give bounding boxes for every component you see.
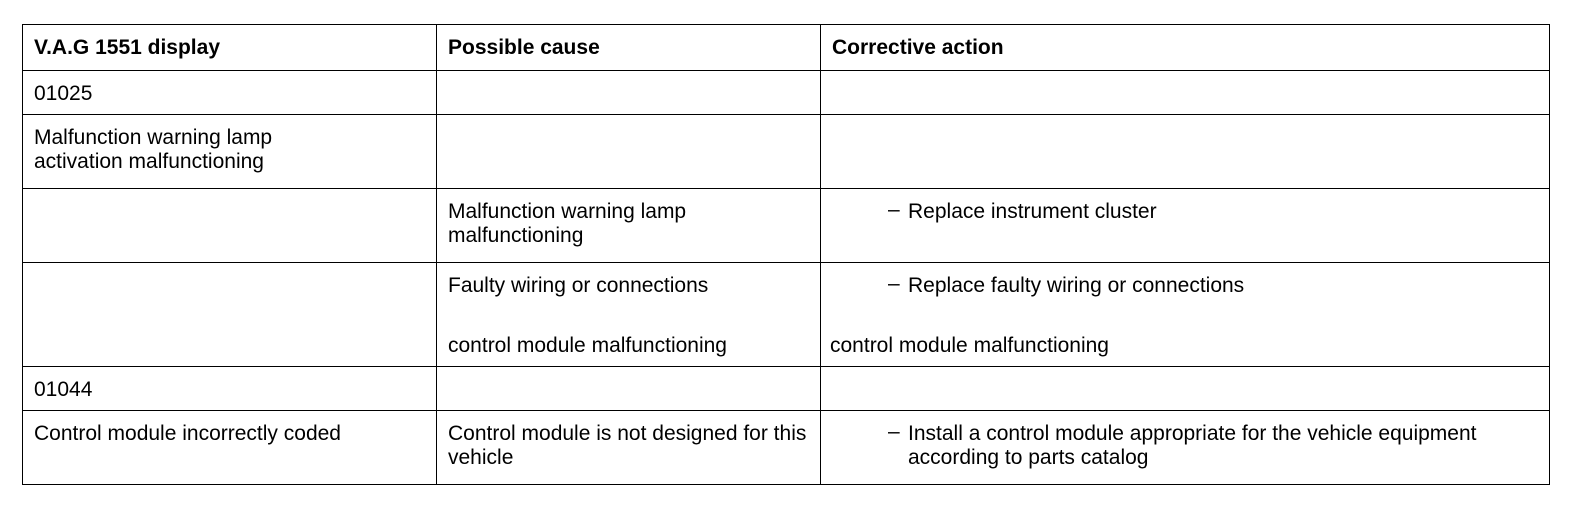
fault-description: Control module incorrectly coded — [23, 411, 437, 485]
action-item — [832, 200, 1537, 224]
cause-text-secondary: control module malfunctioning — [448, 334, 727, 357]
cause-text: Control module is not designed for this vehicle — [448, 422, 807, 469]
table-row — [23, 71, 1550, 115]
header-action: Corrective action — [821, 25, 1550, 71]
cause-text: Faulty wiring or connections — [448, 274, 709, 297]
action-cell — [821, 367, 1550, 411]
header-cause: Possible cause — [437, 25, 821, 71]
fault-description — [23, 115, 437, 189]
action-cell — [821, 411, 1550, 485]
cause-cell — [437, 115, 821, 189]
cause-cell — [437, 367, 821, 411]
dash-bullet: – — [888, 420, 900, 443]
action-cell — [821, 263, 1550, 367]
dash-bullet: – — [888, 272, 900, 295]
dash-bullet: – — [888, 198, 900, 221]
cause-cell — [437, 411, 821, 485]
fault-code: 01025 — [23, 71, 437, 115]
action-text: Replace instrument cluster — [908, 200, 1157, 223]
table-row — [23, 411, 1550, 485]
display-cell — [23, 189, 437, 263]
fault-code: 01044 — [23, 367, 437, 411]
action-text: Replace faulty wiring or connections — [908, 274, 1245, 297]
fault-table — [22, 24, 1550, 485]
table-row — [23, 367, 1550, 411]
action-cell — [821, 71, 1550, 115]
cause-text: Malfunction warning lamp malfunctioning — [448, 200, 687, 247]
action-cell — [821, 189, 1550, 263]
action-text: Install a control module appropriate for the vehicle equipment according to parts catalog — [908, 422, 1477, 469]
fault-description-text: Malfunction warning lamp activation malfunctioning — [34, 126, 273, 173]
action-item — [832, 274, 1537, 298]
table-row — [23, 189, 1550, 263]
header-display: V.A.G 1551 display — [23, 25, 437, 71]
cause-cell — [437, 263, 821, 367]
table-row — [23, 263, 1550, 367]
action-text-secondary: control module malfunctioning — [830, 334, 1109, 357]
action-cell — [821, 115, 1550, 189]
table-row — [23, 115, 1550, 189]
cause-cell — [437, 71, 821, 115]
header-row — [23, 25, 1550, 71]
action-item — [832, 422, 1537, 470]
cause-cell — [437, 189, 821, 263]
display-cell — [23, 263, 437, 367]
